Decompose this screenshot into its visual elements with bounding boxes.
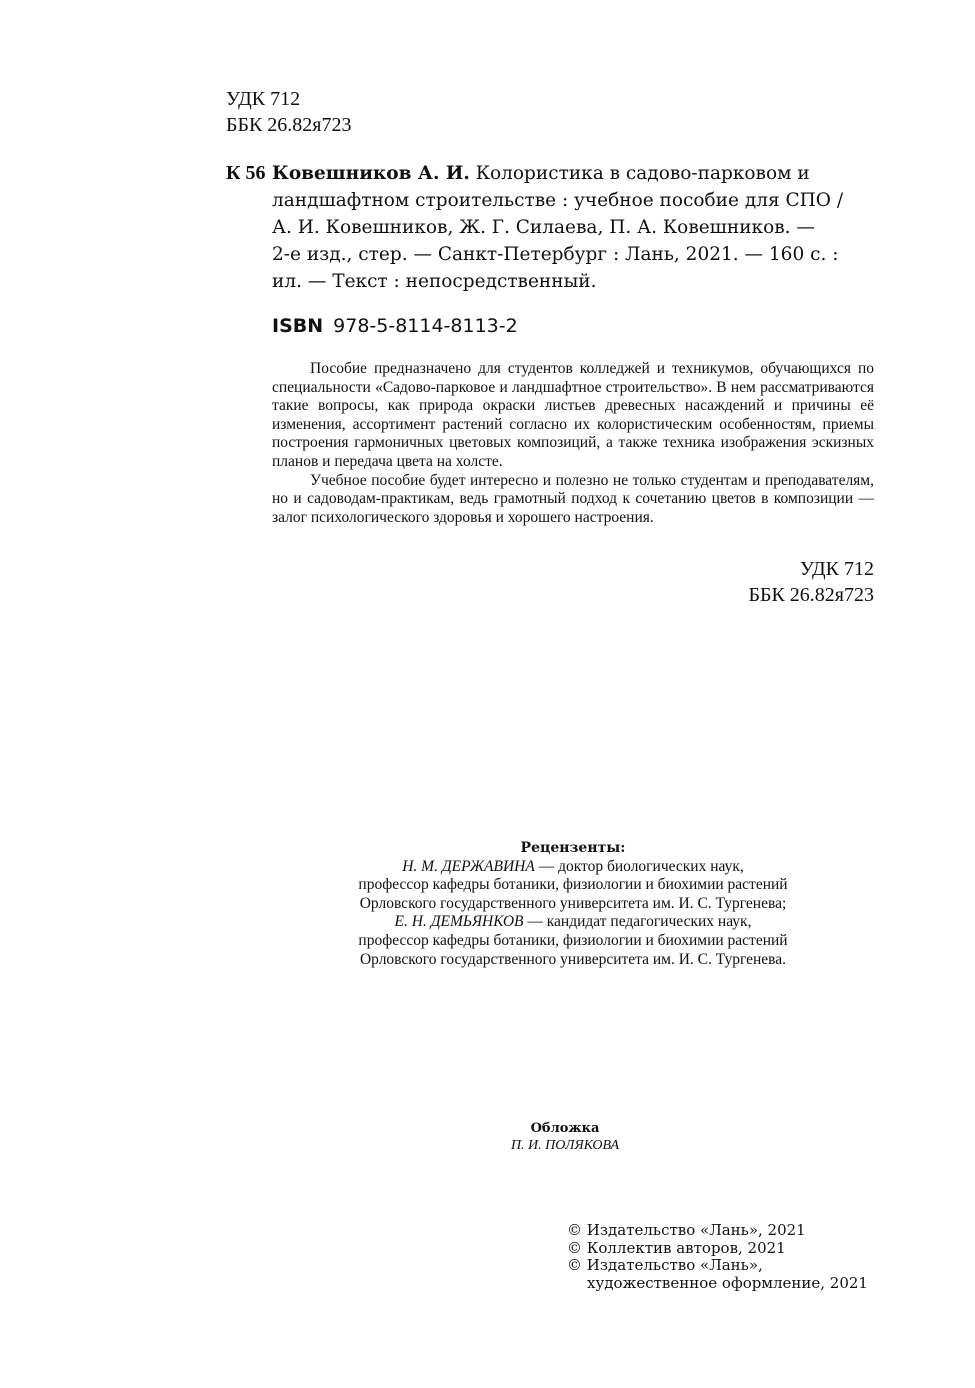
cover-artist: П. И. ПОЛЯКОВА [510,1138,620,1153]
udk-code: УДК 712 [226,88,301,110]
biblio-line-5: ил. — Текст : непосредственный. [272,271,597,292]
biblio-line-3: А. И. Ковешников, Ж. Г. Силаева, П. А. Ковешников. — [272,217,815,238]
copyright-line-4: художественное оформление, 2021 [587,1273,868,1292]
reviewer-1-university: Орловского государственного университета им. И. С. Тургенева; [359,894,787,912]
copyright-line-3: © Издательство «Лань», [567,1256,763,1274]
reviewers [300,839,846,969]
biblio-line-2: ландшафтном строительстве : учебное пособие для СПО / [272,190,844,211]
reviewer-1-degree: — доктор биологических наук, [534,857,744,875]
copyright-line-1: © Издательство «Лань», 2021 [567,1221,806,1239]
cover-credit [440,1120,690,1154]
copyright-block [567,1222,868,1292]
bbk-code: ББК 26.82я723 [226,114,352,136]
bbk-code-right: ББК 26.82я723 [748,584,874,606]
abstract [272,360,874,527]
isbn-label: ISBN [272,315,324,337]
classification-right [600,556,874,608]
copyright-line-2: © Коллектив авторов, 2021 [567,1238,786,1257]
bibliographic-record [272,160,874,295]
reviewer-1-position: профессор кафедры ботаники, физиологии и биохимии растений [358,876,788,894]
reviewer-2-name: Е. Н. ДЕМЬЯНКОВ [394,913,524,931]
author-name: Ковешников А. И. [272,163,470,184]
author-mark: К 56 [226,162,266,184]
reviewer-1-name: Н. М. ДЕРЖАВИНА [402,857,535,875]
reviewers-heading: Рецензенты: [520,840,626,856]
reviewer-2-position: профессор кафедры ботаники, физиологии и биохимии растений [358,931,788,949]
isbn [272,313,518,339]
abstract-paragraph-2: Учебное пособие будет интересно и полезно не только студентам и преподавателям, но и садоводам-практикам, ведь грамотный подход к сочетанию цветов в композиции — залог психологического здоровья и хорошего настроения. [272,471,874,526]
isbn-value: 978-5-8114-8113-2 [333,315,518,337]
reviewer-2-degree: — кандидат педагогических наук, [523,913,752,931]
cover-heading: Обложка [530,1121,600,1136]
classification-top [226,86,352,138]
abstract-paragraph-1: Пособие предназначено для студентов колледжей и техникумов, обучающихся по специальности «Садово-парковое и ландшафтное строительство». В нем рассматриваются такие вопросы, как природа окраски листьев древесных насаждений и причины её изменения, ассортимент растений согласно их колористическим особенностям, приемы построения гармоничных цветовых композиций, а также техника изображения эскизных планов и передача цвета на холсте. [272,360,874,470]
biblio-line-4: 2-е изд., стер. — Санкт-Петербург : Лань, 2021. — 160 с. : [272,244,839,265]
udk-code-right: УДК 712 [799,558,874,580]
reviewer-2-university: Орловского государственного университета им. И. С. Тургенева. [359,950,787,968]
biblio-line-1: Колористика в садово-парковом и [475,163,810,184]
